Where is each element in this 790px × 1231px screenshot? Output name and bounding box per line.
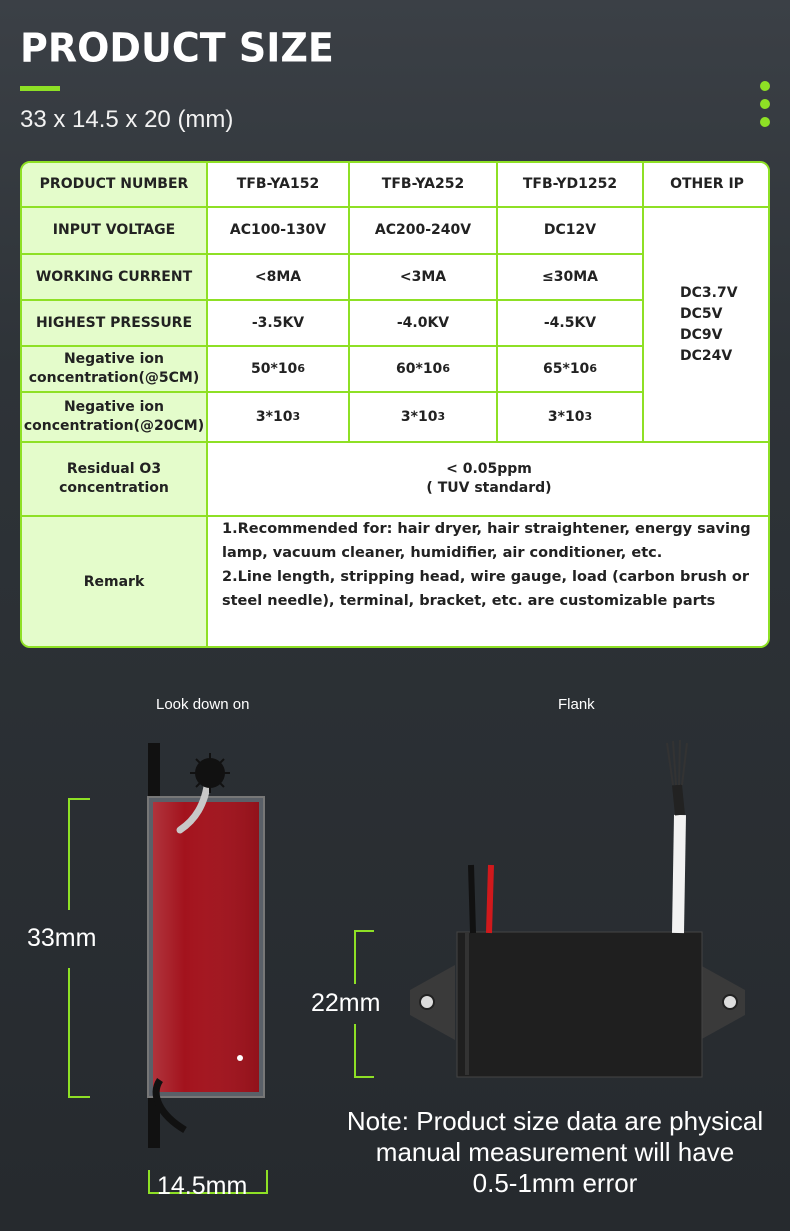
side-bracket-bottom — [354, 1024, 374, 1078]
remark-line: 2.Line length, stripping head, wire gauge, load (carbon brush or steel needle), terminal, bracket, etc. are customizable parts — [222, 569, 750, 609]
table-cell: <3MA — [350, 255, 498, 301]
side-bracket-top — [354, 930, 374, 984]
other-ip-cell — [644, 208, 770, 443]
top-view-image — [140, 735, 280, 1155]
value-base: 65*10 — [543, 360, 590, 377]
table-cell: 50*10 6 — [208, 347, 350, 393]
column-header: PRODUCT NUMBER — [22, 163, 208, 208]
red-wire — [489, 865, 491, 933]
row-label: Negative ion concentration(@20CM) — [22, 393, 208, 443]
value-base: 3*10 — [255, 408, 293, 425]
table-cell: AC100-130V — [208, 208, 350, 255]
module-highlight — [153, 802, 259, 1092]
note-line: manual measurement will have — [375, 1137, 735, 1167]
other-ip-value: DC5V — [680, 305, 723, 322]
screw-hole-left — [420, 995, 434, 1009]
width-dimension: 14.5mm — [157, 1172, 248, 1200]
screw-hole-right — [723, 995, 737, 1009]
note-line: Note: Product size data are physical — [346, 1106, 764, 1136]
side-dimension: 22mm — [311, 989, 381, 1017]
value-base: 60*10 — [396, 360, 443, 377]
value-base: 3*10 — [400, 408, 438, 425]
row-label: WORKING CURRENT — [22, 255, 208, 301]
note-line: 0.5-1mm error — [472, 1168, 638, 1198]
table-cell: 3*10 3 — [350, 393, 498, 443]
residual-label — [22, 443, 208, 517]
column-header: TFB-YA252 — [350, 163, 498, 208]
table-cell: 65*10 6 — [498, 347, 644, 393]
title-underline — [20, 86, 60, 91]
residual-label-line: Residual O3 — [66, 461, 162, 478]
top-view-label: Look down on — [156, 696, 250, 713]
page-title: PRODUCT SIZE — [20, 24, 334, 72]
other-ip-value: DC9V — [680, 326, 723, 343]
table-cell: ≤30MA — [498, 255, 644, 301]
measurement-note — [330, 1106, 780, 1199]
row-label: Negative ion concentration(@5CM) — [22, 347, 208, 393]
side-view-label: Flank — [558, 696, 595, 713]
remark-text — [208, 517, 770, 648]
spec-table — [20, 161, 770, 648]
wire-tip — [667, 740, 687, 785]
status-dot — [237, 1055, 243, 1061]
column-header: TFB-YA152 — [208, 163, 350, 208]
height-bracket-top — [68, 798, 90, 910]
row-label: INPUT VOLTAGE — [22, 208, 208, 255]
column-header: TFB-YD1252 — [498, 163, 644, 208]
table-cell: 60*10 6 — [350, 347, 498, 393]
wire-sleeve — [677, 785, 680, 815]
product-dimensions: 33 x 14.5 x 20 (mm) — [20, 106, 234, 133]
value-base: 50*10 — [251, 360, 298, 377]
table-cell: -4.0KV — [350, 301, 498, 347]
other-ip-value: DC3.7V — [680, 284, 738, 301]
table-cell: <8MA — [208, 255, 350, 301]
table-cell: 3*10 3 — [208, 393, 350, 443]
other-ip-value: DC24V — [680, 347, 733, 364]
residual-label-line: concentration — [59, 480, 169, 496]
table-cell: AC200-240V — [350, 208, 498, 255]
table-cell: -3.5KV — [208, 301, 350, 347]
remark-label: Remark — [22, 517, 208, 648]
table-cell: 3*10 3 — [498, 393, 644, 443]
module-case — [457, 932, 702, 1077]
residual-value-line: < 0.05ppm — [446, 461, 532, 478]
column-header: OTHER IP — [644, 163, 770, 208]
row-label: HIGHEST PRESSURE — [22, 301, 208, 347]
brush-bristles — [190, 753, 230, 793]
more-dots-icon — [760, 81, 770, 135]
residual-value — [208, 443, 770, 517]
side-view-image — [405, 735, 755, 1085]
white-wire — [678, 815, 680, 933]
remark-line: 1.Recommended for: hair dryer, hair straightener, energy saving lamp, vacuum cleaner, humidifier, air conditioner, etc. — [222, 521, 751, 561]
value-base: 3*10 — [547, 408, 585, 425]
table-cell: DC12V — [498, 208, 644, 255]
height-dimension: 33mm — [27, 924, 97, 952]
height-bracket-bottom — [68, 968, 90, 1098]
residual-value-line: ( TUV standard) — [426, 480, 552, 496]
table-cell: -4.5KV — [498, 301, 644, 347]
black-wire — [471, 865, 473, 933]
